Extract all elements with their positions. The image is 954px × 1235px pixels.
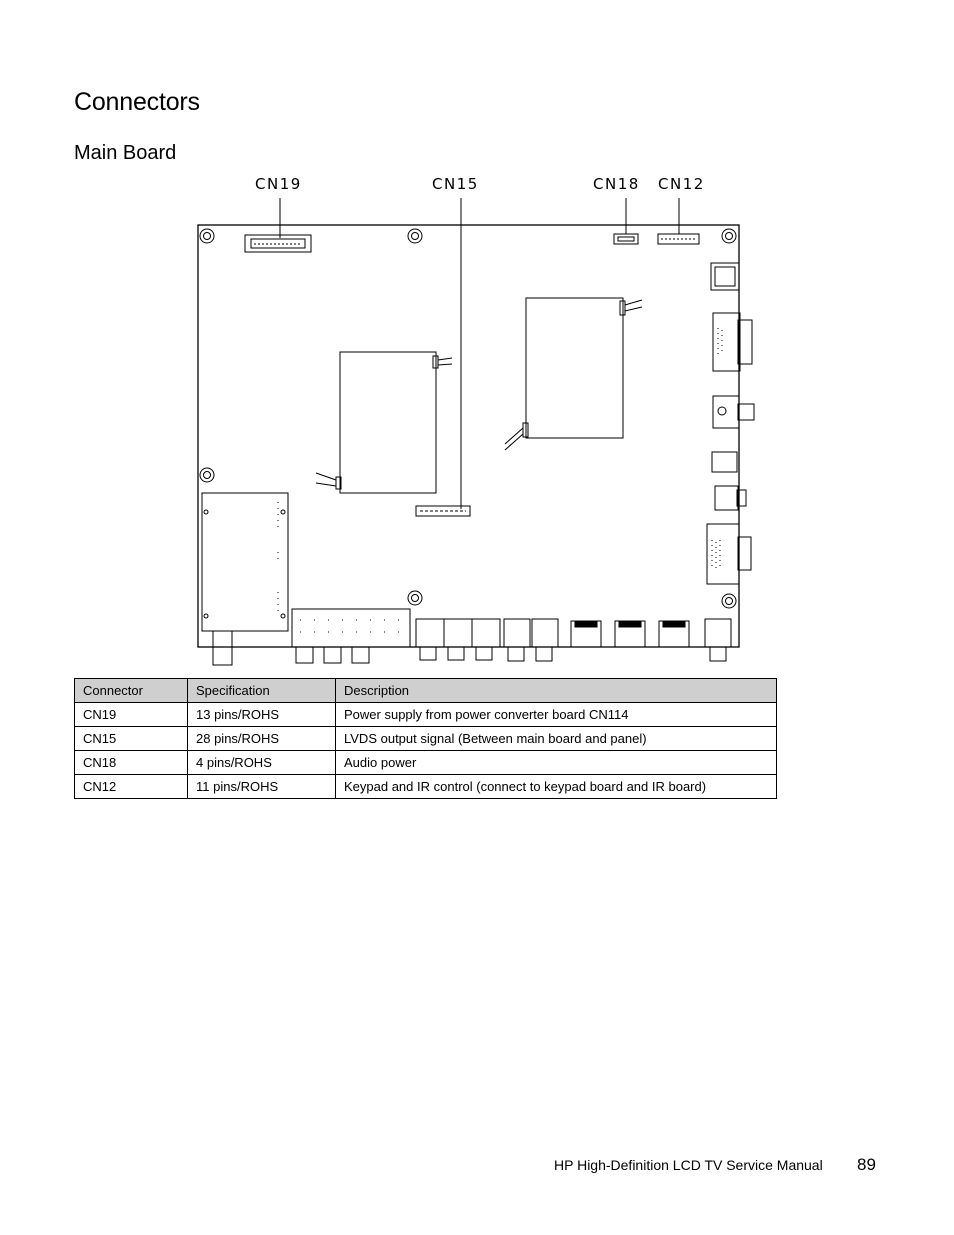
callout-cn12: CN12: [658, 175, 705, 193]
cell-specification: 11 pins/ROHS: [188, 775, 336, 799]
cell-specification: 13 pins/ROHS: [188, 703, 336, 727]
table-row: [75, 751, 777, 775]
cell-description: Keypad and IR control (connect to keypad board and IR board): [336, 775, 777, 799]
cell-description: LVDS output signal (Between main board and panel): [336, 727, 777, 751]
table-row: [75, 703, 777, 727]
connector-table: [74, 678, 777, 799]
table-header-row: [75, 679, 777, 703]
cn18-connector: [614, 234, 638, 244]
callout-cn19: CN19: [255, 175, 302, 193]
page-number: 89: [857, 1155, 876, 1174]
right-edge-connectors: [707, 263, 754, 584]
header-description: Description: [336, 679, 777, 703]
cn19-connector: [245, 235, 311, 252]
cell-specification: 28 pins/ROHS: [188, 727, 336, 751]
header-specification: Specification: [188, 679, 336, 703]
table-row: [75, 727, 777, 751]
cell-description: Audio power: [336, 751, 777, 775]
callout-cn15: CN15: [432, 175, 479, 193]
page-title: Connectors: [74, 88, 200, 116]
callout-cn18: CN18: [593, 175, 640, 193]
header-connector: Connector: [75, 679, 188, 703]
mounting-holes: [200, 229, 736, 608]
cell-connector: CN18: [75, 751, 188, 775]
left-sub-board: [202, 493, 288, 665]
chip-left: [316, 352, 452, 493]
chip-right: [505, 298, 642, 450]
cell-description: Power supply from power converter board CN114: [336, 703, 777, 727]
table-row: [75, 775, 777, 799]
cn15-connector: [416, 506, 470, 516]
bottom-edge-connectors: [292, 609, 731, 663]
cell-specification: 4 pins/ROHS: [188, 751, 336, 775]
cell-connector: CN19: [75, 703, 188, 727]
cell-connector: CN15: [75, 727, 188, 751]
board-outline: [198, 225, 739, 647]
cn12-connector: [658, 234, 699, 244]
footer-manual-title: HP High-Definition LCD TV Service Manual: [554, 1157, 823, 1173]
cell-connector: CN12: [75, 775, 188, 799]
section-heading: Main Board: [74, 142, 177, 164]
